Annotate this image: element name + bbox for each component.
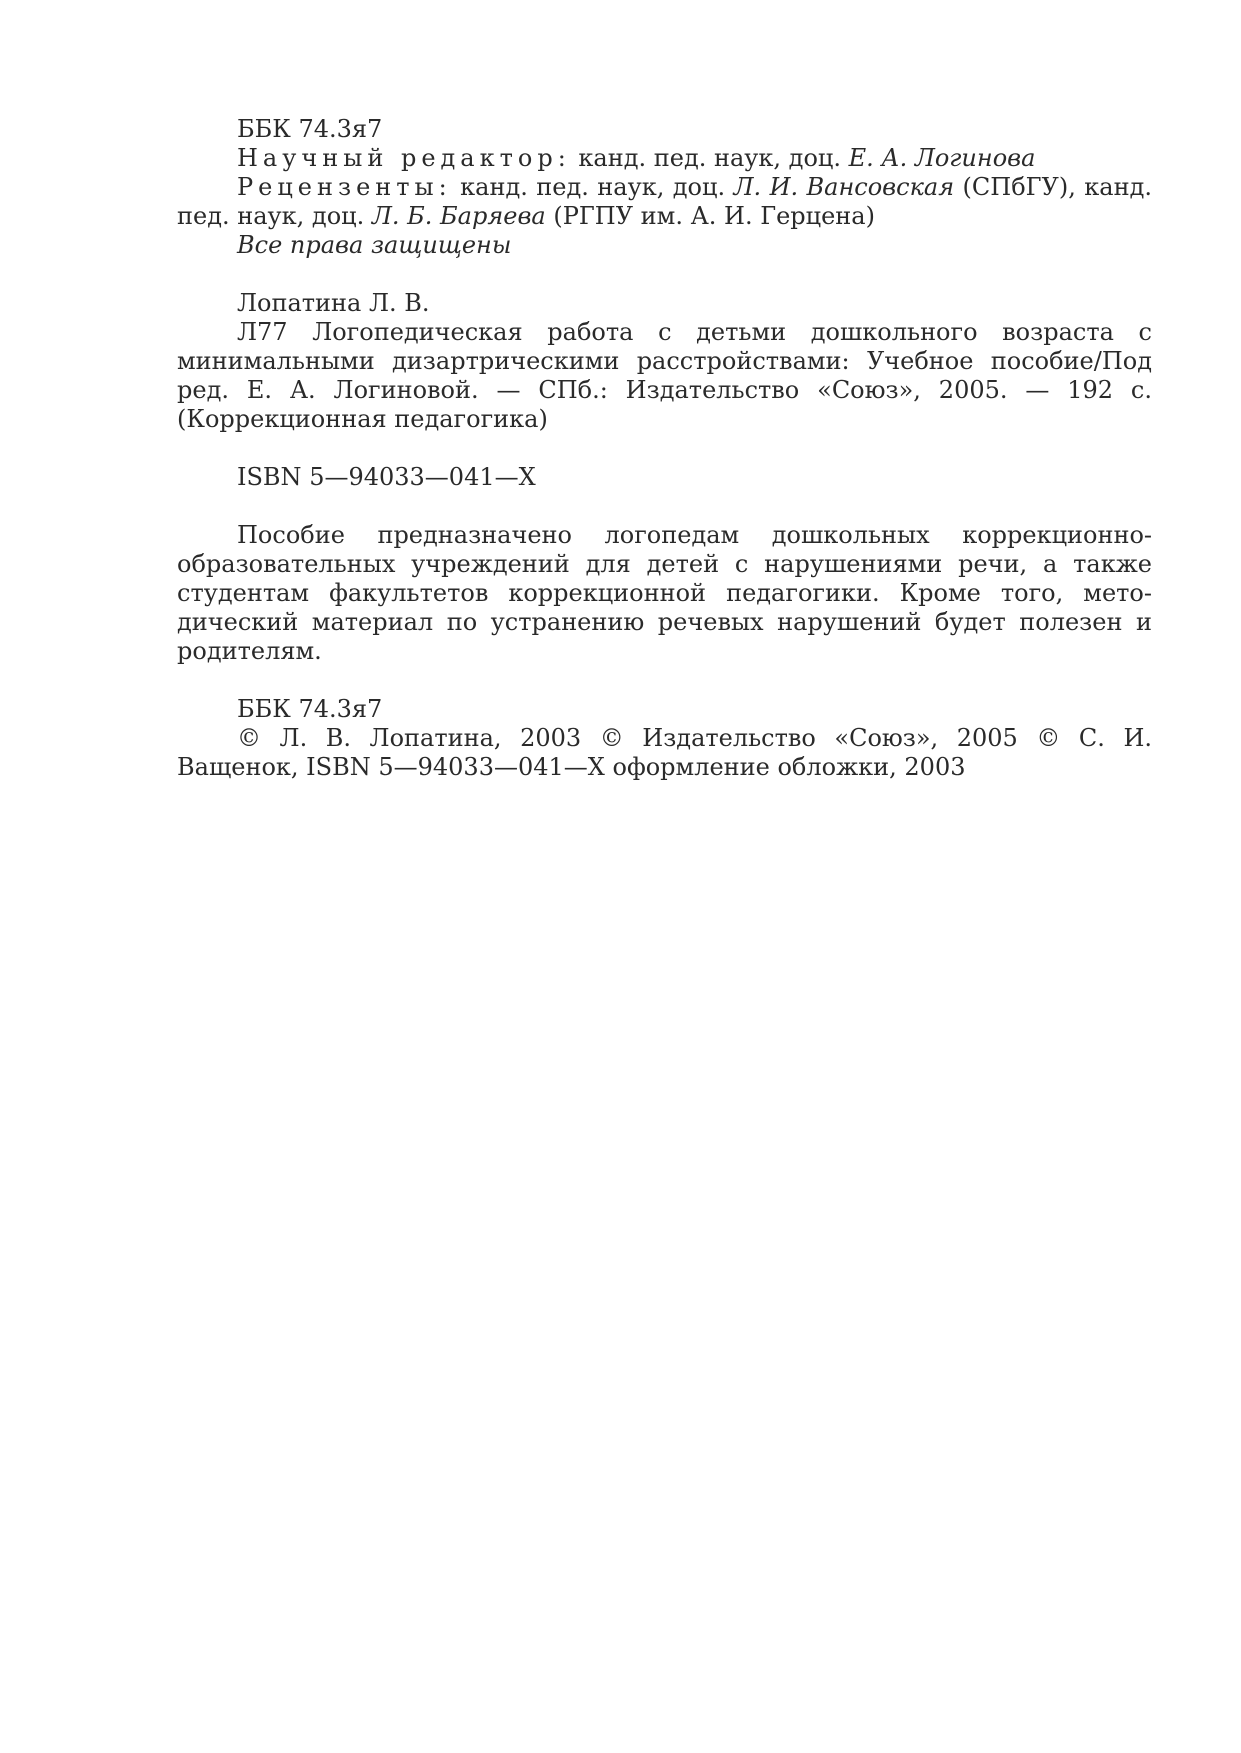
imprint-page-text [177, 115, 1152, 782]
spacer [177, 260, 1152, 289]
reviewer-1-degree: канд. пед. наук, доц. [460, 173, 726, 201]
copyright-notice: © Л. В. Лопатина, 2003 © Издательство «Союз», 2005 © С. И. Ващенок, ISBN 5—94033—041—X оформление обложки, 2003 [177, 724, 1152, 781]
editor-label: Научный редактор: [237, 144, 571, 172]
reviewer-2-degree: (СПбГУ), канд. пед. наук, доц. [177, 173, 1153, 230]
bbk-code-top: ББК 74.3я7 [237, 115, 383, 143]
author-heading: Лопатина Л. В. [237, 289, 430, 317]
reviewer-2-affiliation: (РГПУ им. А. И. Герцена) [553, 202, 875, 230]
reviewer-1-name: Л. И. Вансовская [733, 173, 955, 201]
rights-notice: Все права защищены [237, 231, 512, 259]
reviewer-2-name: Л. Б. Баряева [371, 202, 546, 230]
reviewers-label: Рецензенты: [237, 173, 452, 201]
editor-degree: канд. пед. наук, доц. [578, 144, 841, 172]
isbn-line: ISBN 5—94033—041—X [237, 463, 536, 491]
spacer [177, 666, 1152, 695]
editor-name: Е. А. Логинова [848, 144, 1036, 172]
spacer [177, 492, 1152, 521]
reviewers-paragraph [177, 173, 1152, 231]
annotation-paragraph: Пособие предназначено логопедам дошкольных коррекционно-образовательных учреждений для детей с нарушениями речи, а также студентам факультетов коррекционной педагогики. Кроме того, методический материал по устранению речевых нарушений будет полезен и родителям. [177, 521, 1152, 665]
spacer [177, 434, 1152, 463]
bibliographic-description: Л77 Логопедическая работа с детьми дошкольного возраста с минимальными дизартрическими расстройствами: Учебное пособие/Под ред. Е. А. Логиновой. — СПб.: Издательство «Союз», 2005. — 192 с. (Коррекционная педагогика) [177, 318, 1152, 433]
scientific-editor-line [177, 144, 1152, 173]
bbk-code-footer: ББК 74.3я7 [237, 695, 383, 723]
